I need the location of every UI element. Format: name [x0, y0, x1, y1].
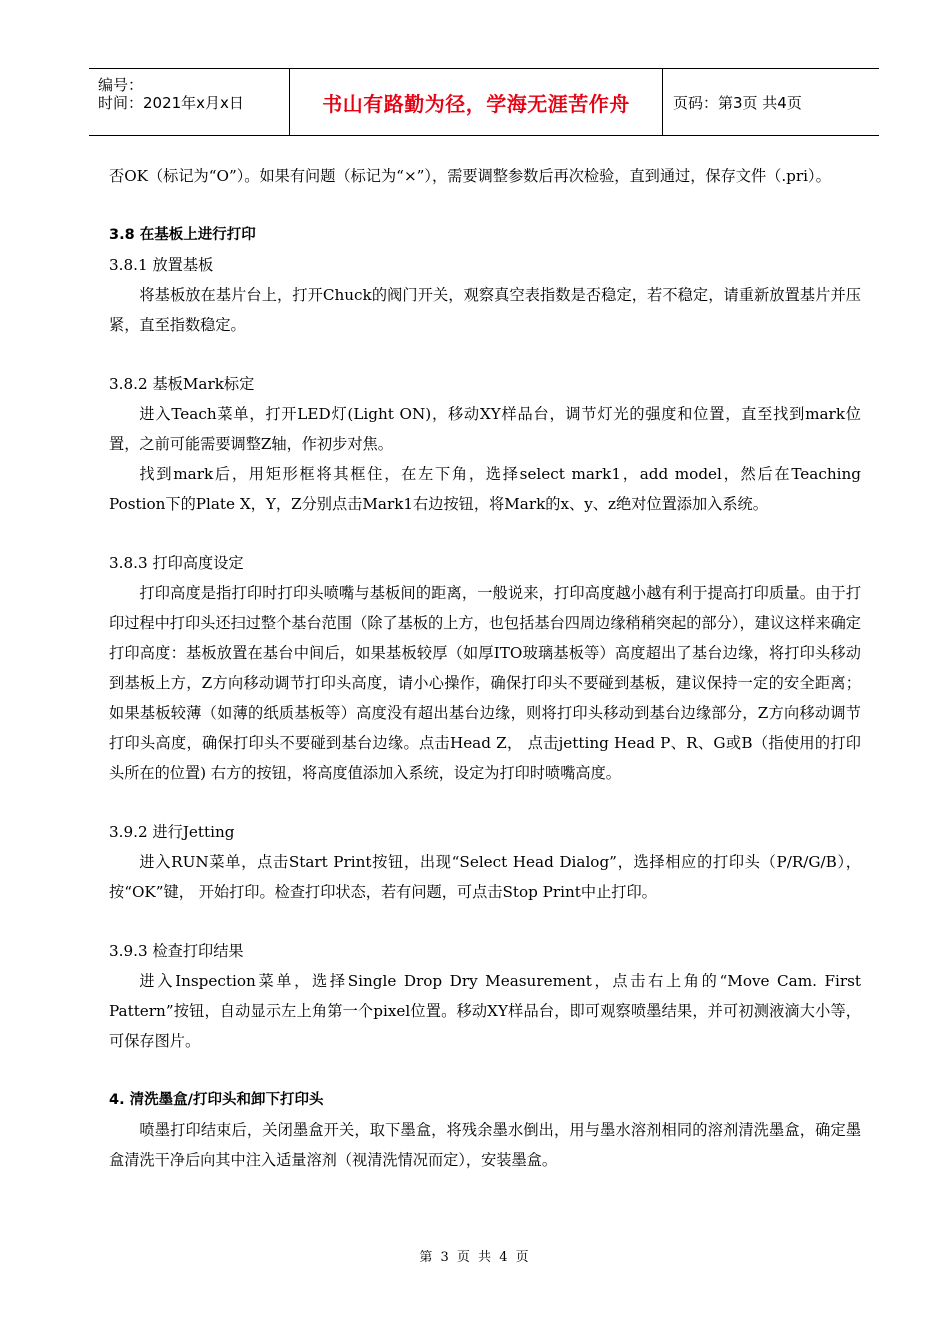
section-heading-4: 4. 清洗墨盒/打印头和卸下打印头 [109, 1092, 324, 1108]
header-motto: 书山有路勤为径，学海无涯苦作舟 [290, 69, 663, 135]
paragraph-4: 喷墨打印结束后，关闭墨盒开关，取下墨盒，将残余墨水倒出，用与墨水溶剂相同的溶剂清洗墨盒，确定墨盒清洗干净后向其中注入适量溶剂（视清洗情况而定），安装墨盒。 [109, 1121, 861, 1169]
paragraph-3-8-3: 打印高度是指打印时打印头喷嘴与基板间的距离，一般说来，打印高度越小越有利于提高打印质量。由于打印过程中打印头还扫过整个基台范围（除了基板的上方，也包括基台四周边缘稍稍突起的部分），建议这样来确定打印高度：基板放置在基台中间后，如果基板较厚（如厚ITO玻璃基板等）高度超出了基台边缘，将打印头移动到基板上方，Z方向移动调节打印头高度，请小心操作，确保打印头不要碰到基板，建议保持一定的安全距离；如果基板较薄（如薄的纸质基板等）高度没有超出基台边缘，则将打印头移动到基台边缘部分，Z方向移动调节打印头高度，确保打印头不要碰到基台边缘。点击Head Z， 点击jetting Head P、R、G或B（指使用的打印头所在的位置) 右方的按钮，将高度值添加入系统，设定为打印时喷嘴高度。 [109, 584, 861, 782]
subsection-heading-3-9-2: 3.9.2 进行Jetting [109, 823, 235, 841]
paragraph-3-8-1: 将基板放在基片台上，打开Chuck的阀门开关，观察真空表指数是否稳定，若不稳定，请重新放置基片并压紧，直至指数稳定。 [109, 286, 861, 334]
header-left-cell [89, 69, 290, 135]
document-body [109, 161, 861, 1175]
paragraph-continued: 否OK（标记为“O”）。如果有问题（标记为“×”），需要调整参数后再次检验，直到通过，保存文件（.pri）。 [109, 167, 831, 185]
subsection-heading-3-9-3: 3.9.3 检查打印结果 [109, 942, 244, 960]
section-heading-3-8: 3.8 在基板上进行打印 [109, 227, 256, 243]
header-page-label: 页码：第3页 共4页 [673, 93, 802, 112]
paragraph-3-9-2: 进入RUN菜单，点击Start Print按钮，出现“Select Head Dialog”，选择相应的打印头（P/R/G/B），按“OK”键， 开始打印。检查打印状态，若有问题，可点击Stop Print中止打印。 [109, 853, 861, 901]
page-footer: 第 3 页 共 4 页 [419, 1250, 531, 1265]
paragraph-3-8-2-b: 找到mark后，用矩形框将其框住，在左下角，选择select mark1，add model，然后在Teaching Postion下的Plate X，Y，Z分别点击Mark1右边按钮，将Mark的x、y、z绝对位置添加入系统。 [109, 465, 861, 513]
paragraph-3-9-3: 进入Inspection菜单，选择Single Drop Dry Measurement，点击右上角的“Move Cam. First Pattern”按钮，自动显示左上角第一个pixel位置。移动XY样品台，即可观察喷墨结果，并可初测液滴大小等，可保存图片。 [109, 972, 861, 1050]
subsection-heading-3-8-1: 3.8.1 放置基板 [109, 256, 214, 274]
header-table [89, 68, 879, 136]
header-number-label: 编号： [98, 76, 144, 94]
subsection-heading-3-8-3: 3.8.3 打印高度设定 [109, 554, 244, 572]
header-time-label: 时间：2021年x月x日 [98, 94, 244, 112]
paragraph-3-8-2-a: 进入Teach菜单，打开LED灯(Light ON)，移动XY样品台，调节灯光的强度和位置，直至找到mark位置，之前可能需要调整Z轴，作初步对焦。 [109, 405, 861, 453]
subsection-heading-3-8-2: 3.8.2 基板Mark标定 [109, 375, 255, 393]
